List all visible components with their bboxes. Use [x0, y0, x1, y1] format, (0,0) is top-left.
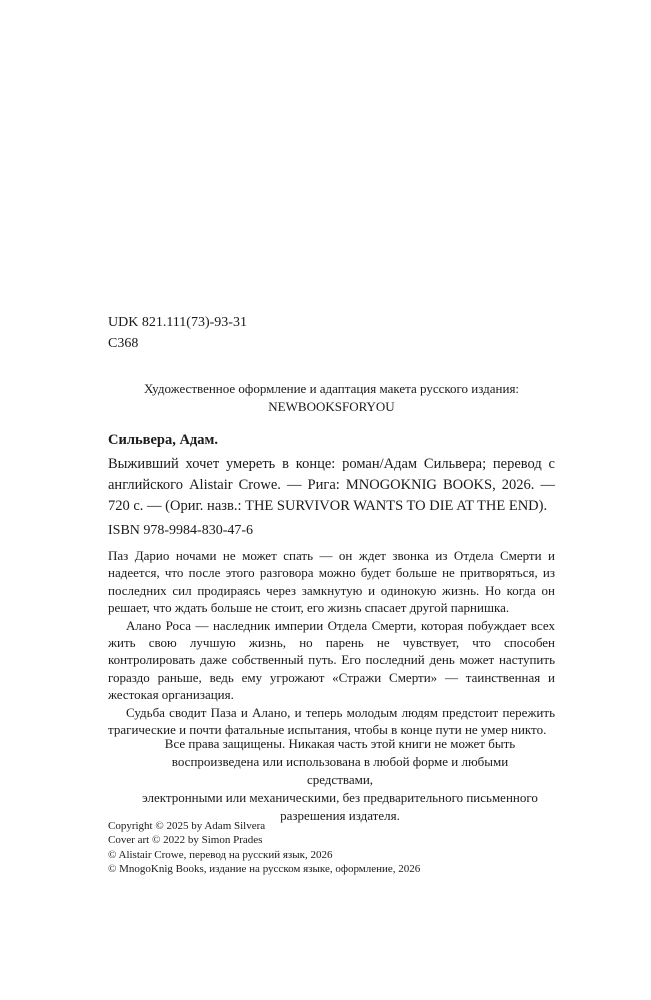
annotation-paragraph: Судьба сводит Паза и Алано, и теперь молодым людям предстоит пережить трагические и почти фатальные испытания, чтобы в конце пути не умер никто. [108, 704, 555, 738]
udk-code: UDK 821.111(73)-93-31 [108, 315, 247, 330]
copyright-line: Copyright © 2025 by Adam Silvera [108, 820, 266, 832]
annotation-paragraph: Паз Дарио ночами не может спать — он ждет звонка из Отдела Смерти и надеется, что после этого разговора можно будет больше не притворяться, из последних сил продираясь через замкнутую и одинокую жизнь. Но когда он решает, что ждать больше не стоит, его жизнь спасает другой парнишка. [108, 548, 555, 616]
author-heading: Сильвера, Адам. [108, 432, 219, 448]
annotation-paragraph: Алано Роса — наследник империи Отдела Смерти, которая побуждает всех жить свою лучшую жизнь, но парень не чувствует, что способен контролировать даже собственный путь. Его последний день может наступить гораздо раньше, ведь ему угрожают «Стражи Смерти» — таинственная и жестокая организация. [108, 617, 555, 703]
rights-line: Все права защищены. Никакая часть этой книги не может быть [164, 736, 516, 751]
copyright-line: Cover art © 2022 by Simon Prades [108, 834, 263, 847]
bibliographic-description: Выживший хочет умереть в конце: роман/Адам Сильвера; перевод с английского Alistair Crowe. — Рига: MNOGOKNIG BOOKS, 2026. — 720 с. — (Ориг. назв.: THE SURVIVOR WANTS TO DIE AT THE END). [108, 456, 555, 514]
rights-line: воспроизведена или использована в любой форме и любыми средствами, [171, 754, 509, 787]
bibliographic-record [108, 430, 555, 517]
design-credit-studio: NEWBOOKSFORYOU [268, 399, 395, 414]
author-mark-code: C368 [108, 336, 139, 351]
copyright-line: © MnogoKnig Books, издание на русском языке, оформление, 2026 [108, 862, 421, 875]
classification-block [108, 312, 555, 354]
isbn: ISBN 978-9984-830-47-6 [108, 523, 254, 538]
rights-line: разрешения издателя. [280, 808, 400, 823]
copyright-line: © Alistair Crowe, перевод на русский язык, 2026 [108, 848, 333, 861]
design-credit [108, 380, 555, 416]
design-credit-line: Художественное оформление и адаптация макета русского издания: [143, 381, 520, 396]
annotation [108, 547, 555, 738]
copyright-block [108, 819, 555, 876]
rights-line: электронными или механическими, без предварительного письменного [142, 790, 538, 805]
rights-notice [140, 735, 540, 825]
